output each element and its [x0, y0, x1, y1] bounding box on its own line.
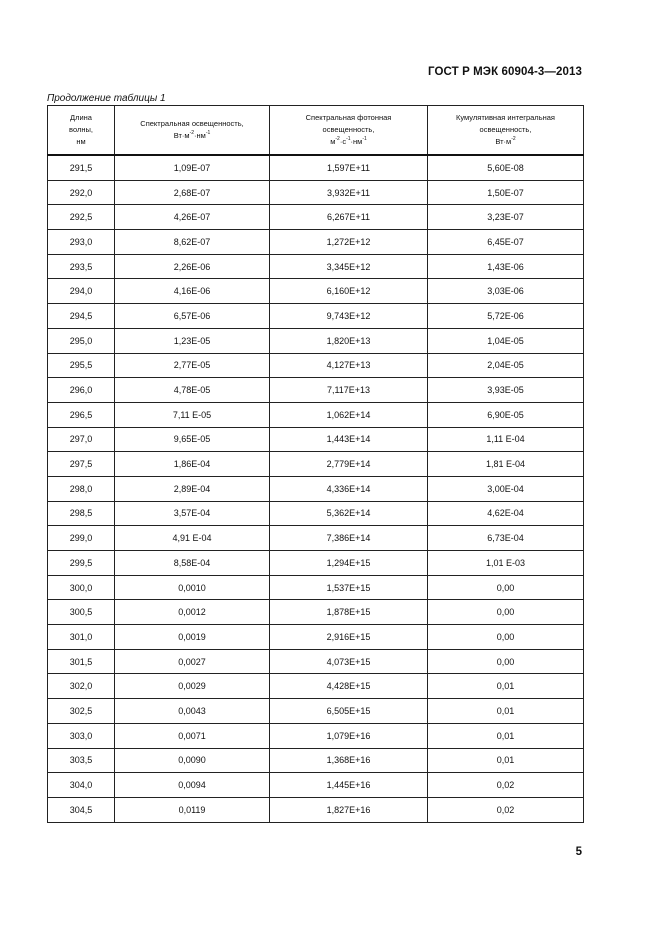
table-row — [48, 748, 584, 773]
table-row — [48, 402, 584, 427]
cell-wavelength: 300,0 — [48, 575, 115, 600]
table-row — [48, 304, 584, 329]
cell-photon-irradiance: 7,386E+14 — [270, 526, 428, 551]
cell-spectral-irradiance: 8,62E-07 — [115, 230, 270, 255]
cell-wavelength: 294,0 — [48, 279, 115, 304]
table-row — [48, 353, 584, 378]
cell-photon-irradiance: 7,117E+13 — [270, 378, 428, 403]
cell-spectral-irradiance: 2,26E-06 — [115, 254, 270, 279]
cell-photon-irradiance: 1,878E+15 — [270, 600, 428, 625]
cell-photon-irradiance: 2,916E+15 — [270, 625, 428, 650]
cell-spectral-irradiance: 1,09E-07 — [115, 155, 270, 180]
cell-wavelength: 295,5 — [48, 353, 115, 378]
cell-wavelength: 298,5 — [48, 501, 115, 526]
cell-wavelength: 293,0 — [48, 230, 115, 255]
cell-cumulative-irradiance: 1,01 E-03 — [428, 551, 584, 576]
table-row — [48, 723, 584, 748]
table-row — [48, 600, 584, 625]
cell-photon-irradiance: 4,127E+13 — [270, 353, 428, 378]
cell-photon-irradiance: 1,537E+15 — [270, 575, 428, 600]
cell-cumulative-irradiance: 3,93E-05 — [428, 378, 584, 403]
table-body — [48, 155, 584, 822]
cell-photon-irradiance: 1,368E+16 — [270, 748, 428, 773]
cell-cumulative-irradiance: 0,01 — [428, 699, 584, 724]
cell-cumulative-irradiance: 3,23E-07 — [428, 205, 584, 230]
cell-photon-irradiance: 1,445E+16 — [270, 773, 428, 798]
cell-wavelength: 296,5 — [48, 402, 115, 427]
cell-spectral-irradiance: 2,68E-07 — [115, 180, 270, 205]
cell-photon-irradiance: 9,743E+12 — [270, 304, 428, 329]
header-spectral-irradiance: Спектральная освещенность, $Вт\cdot м^{-2}\cdot нм^{-1}$ — [115, 106, 270, 156]
cell-spectral-irradiance: 3,57E-04 — [115, 501, 270, 526]
cell-spectral-irradiance: 4,91 E-04 — [115, 526, 270, 551]
cell-photon-irradiance: 6,505E+15 — [270, 699, 428, 724]
cell-photon-irradiance: 1,820E+13 — [270, 328, 428, 353]
cell-spectral-irradiance: 4,26E-07 — [115, 205, 270, 230]
cell-wavelength: 299,5 — [48, 551, 115, 576]
cell-photon-irradiance: 3,932E+11 — [270, 180, 428, 205]
cell-cumulative-irradiance: 6,45E-07 — [428, 230, 584, 255]
cell-wavelength: 303,5 — [48, 748, 115, 773]
cell-cumulative-irradiance: 0,02 — [428, 797, 584, 822]
header-cumulative-irradiance: Кумулятивная интегральная освещенность, $Вт\cdot м^{-2}$ — [428, 106, 584, 156]
cell-spectral-irradiance: 9,65E-05 — [115, 427, 270, 452]
header-photon-irradiance: Спектральная фотонная освещенность, $м^{-2}\cdot с^{-1}\cdot нм^{-1}$ — [270, 106, 428, 156]
cell-wavelength: 301,5 — [48, 649, 115, 674]
table-row — [48, 378, 584, 403]
cell-cumulative-irradiance: 6,73E-04 — [428, 526, 584, 551]
cell-photon-irradiance: 1,294E+15 — [270, 551, 428, 576]
table-row — [48, 427, 584, 452]
cell-wavelength: 298,0 — [48, 476, 115, 501]
cell-spectral-irradiance: 0,0071 — [115, 723, 270, 748]
cell-wavelength: 300,5 — [48, 600, 115, 625]
cell-cumulative-irradiance: 0,02 — [428, 773, 584, 798]
cell-photon-irradiance: 1,443E+14 — [270, 427, 428, 452]
cell-spectral-irradiance: 0,0012 — [115, 600, 270, 625]
cell-photon-irradiance: 1,597E+11 — [270, 155, 428, 180]
table-row — [48, 575, 584, 600]
table-row — [48, 205, 584, 230]
cell-cumulative-irradiance: 0,01 — [428, 748, 584, 773]
cell-cumulative-irradiance: 1,81 E-04 — [428, 452, 584, 477]
cell-cumulative-irradiance: 2,04E-05 — [428, 353, 584, 378]
table-header-row — [48, 106, 584, 156]
table-row — [48, 279, 584, 304]
document-code: ГОСТ Р МЭК 60904-3—2013 — [428, 66, 582, 78]
table-row — [48, 526, 584, 551]
cell-wavelength: 301,0 — [48, 625, 115, 650]
cell-spectral-irradiance: 0,0019 — [115, 625, 270, 650]
cell-wavelength: 294,5 — [48, 304, 115, 329]
table-row — [48, 230, 584, 255]
cell-photon-irradiance: 4,073E+15 — [270, 649, 428, 674]
cell-spectral-irradiance: 2,89E-04 — [115, 476, 270, 501]
cell-spectral-irradiance: 7,11 E-05 — [115, 402, 270, 427]
cell-wavelength: 302,5 — [48, 699, 115, 724]
cell-cumulative-irradiance: 0,00 — [428, 600, 584, 625]
cell-cumulative-irradiance: 1,11 E-04 — [428, 427, 584, 452]
cell-cumulative-irradiance: 1,04E-05 — [428, 328, 584, 353]
table-row — [48, 476, 584, 501]
cell-cumulative-irradiance: 3,00E-04 — [428, 476, 584, 501]
cell-spectral-irradiance: 0,0119 — [115, 797, 270, 822]
table-row — [48, 649, 584, 674]
cell-spectral-irradiance: 0,0027 — [115, 649, 270, 674]
cell-cumulative-irradiance: 1,50E-07 — [428, 180, 584, 205]
cell-photon-irradiance: 2,779E+14 — [270, 452, 428, 477]
cell-cumulative-irradiance: 0,00 — [428, 649, 584, 674]
table-row — [48, 254, 584, 279]
cell-photon-irradiance: 6,160E+12 — [270, 279, 428, 304]
cell-wavelength: 293,5 — [48, 254, 115, 279]
table-row — [48, 674, 584, 699]
cell-cumulative-irradiance: 1,43E-06 — [428, 254, 584, 279]
cell-wavelength: 304,0 — [48, 773, 115, 798]
cell-photon-irradiance: 1,827E+16 — [270, 797, 428, 822]
cell-wavelength: 292,5 — [48, 205, 115, 230]
cell-photon-irradiance: 4,428E+15 — [270, 674, 428, 699]
cell-wavelength: 296,0 — [48, 378, 115, 403]
cell-wavelength: 299,0 — [48, 526, 115, 551]
cell-cumulative-irradiance: 0,01 — [428, 723, 584, 748]
cell-spectral-irradiance: 0,0010 — [115, 575, 270, 600]
cell-wavelength: 297,0 — [48, 427, 115, 452]
cell-photon-irradiance: 1,272E+12 — [270, 230, 428, 255]
cell-spectral-irradiance: 0,0043 — [115, 699, 270, 724]
cell-photon-irradiance: 1,079E+16 — [270, 723, 428, 748]
page-number: 5 — [575, 846, 582, 858]
cell-spectral-irradiance: 0,0029 — [115, 674, 270, 699]
cell-cumulative-irradiance: 5,60E-08 — [428, 155, 584, 180]
spectral-data-table — [47, 105, 584, 823]
cell-spectral-irradiance: 1,23E-05 — [115, 328, 270, 353]
table-caption: Продолжение таблицы 1 — [47, 93, 166, 104]
cell-photon-irradiance: 4,336E+14 — [270, 476, 428, 501]
cell-spectral-irradiance: 1,86E-04 — [115, 452, 270, 477]
cell-cumulative-irradiance: 0,00 — [428, 575, 584, 600]
cell-spectral-irradiance: 2,77E-05 — [115, 353, 270, 378]
cell-photon-irradiance: 3,345E+12 — [270, 254, 428, 279]
cell-cumulative-irradiance: 5,72E-06 — [428, 304, 584, 329]
table-row — [48, 155, 584, 180]
cell-wavelength: 292,0 — [48, 180, 115, 205]
table-row — [48, 452, 584, 477]
cell-wavelength: 295,0 — [48, 328, 115, 353]
cell-cumulative-irradiance: 4,62E-04 — [428, 501, 584, 526]
cell-cumulative-irradiance: 6,90E-05 — [428, 402, 584, 427]
cell-wavelength: 297,5 — [48, 452, 115, 477]
table-row — [48, 797, 584, 822]
table-row — [48, 180, 584, 205]
cell-wavelength: 291,5 — [48, 155, 115, 180]
cell-spectral-irradiance: 4,78E-05 — [115, 378, 270, 403]
cell-spectral-irradiance: 6,57E-06 — [115, 304, 270, 329]
cell-wavelength: 302,0 — [48, 674, 115, 699]
header-wavelength: Длина волны, нм — [48, 106, 115, 156]
cell-photon-irradiance: 6,267E+11 — [270, 205, 428, 230]
cell-cumulative-irradiance: 0,01 — [428, 674, 584, 699]
cell-cumulative-irradiance: 3,03E-06 — [428, 279, 584, 304]
table-row — [48, 773, 584, 798]
cell-wavelength: 303,0 — [48, 723, 115, 748]
cell-spectral-irradiance: 8,58E-04 — [115, 551, 270, 576]
cell-photon-irradiance: 5,362E+14 — [270, 501, 428, 526]
cell-photon-irradiance: 1,062E+14 — [270, 402, 428, 427]
table-row — [48, 328, 584, 353]
cell-spectral-irradiance: 0,0094 — [115, 773, 270, 798]
cell-spectral-irradiance: 0,0090 — [115, 748, 270, 773]
table-row — [48, 501, 584, 526]
cell-spectral-irradiance: 4,16E-06 — [115, 279, 270, 304]
table-row — [48, 551, 584, 576]
cell-cumulative-irradiance: 0,00 — [428, 625, 584, 650]
cell-wavelength: 304,5 — [48, 797, 115, 822]
table-row — [48, 625, 584, 650]
table-row — [48, 699, 584, 724]
